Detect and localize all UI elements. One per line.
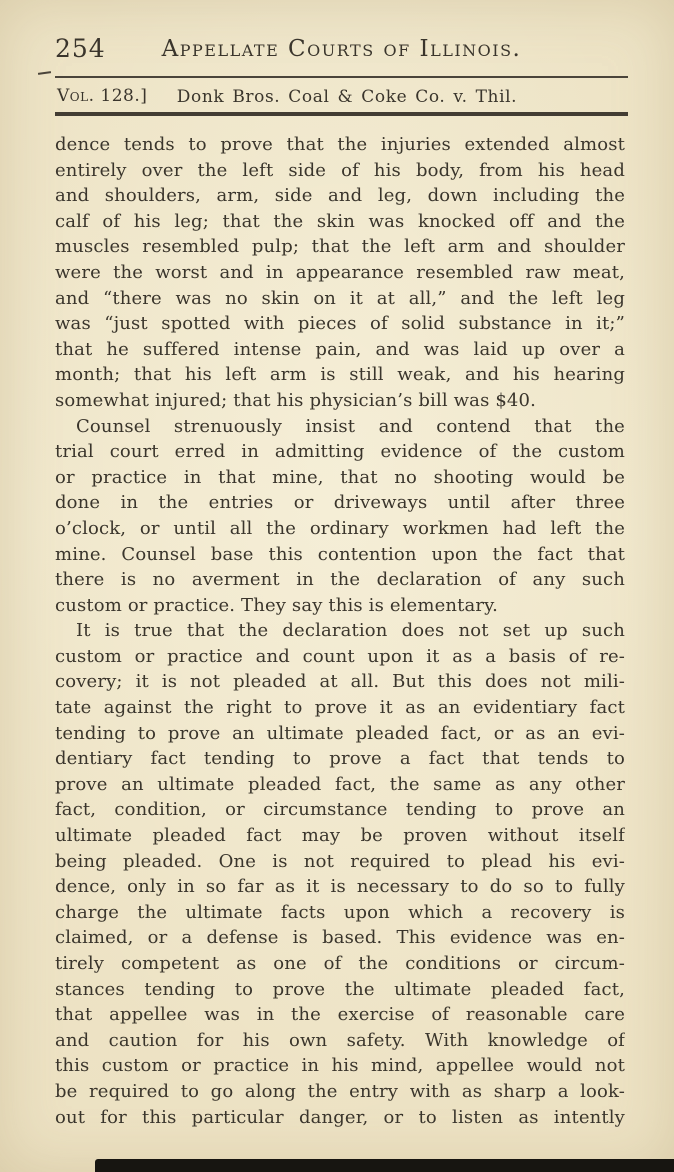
page-number: 254	[55, 34, 106, 63]
text-line: and caution for his own safety. With knowledge of	[55, 1029, 625, 1051]
text-line: covery; it is not pleaded at all. But this does not mili-	[55, 671, 625, 693]
text-line: mine. Counsel base this contention upon the fact that	[55, 543, 625, 565]
running-title: Appellate Courts of Illinois.	[161, 36, 522, 62]
text-line: there is no averment in the declaration of any such	[55, 569, 625, 591]
subheader-rule	[55, 112, 628, 116]
volume-label: Vol. 128.]	[57, 86, 148, 106]
case-name: Donk Bros. Coal & Coke Co. v. Thil.	[176, 87, 518, 107]
text-line: being pleaded. One is not required to plead his evi-	[55, 850, 625, 872]
text-line: charge the ultimate facts upon which a recovery is	[55, 901, 625, 923]
text-line: was “just spotted with pieces of solid substance in it;”	[55, 313, 625, 335]
header-rule	[55, 76, 628, 78]
text-line: ultimate pleaded fact may be proven without itself	[55, 825, 625, 847]
text-line: done in the entries or driveways until after three	[55, 492, 625, 514]
text-line: that he suffered intense pain, and was laid up over a	[55, 338, 625, 360]
text-line: prove an ultimate pleaded fact, the same as any other	[55, 773, 625, 795]
text-line: claimed, or a defense is based. This evidence was en-	[55, 927, 625, 949]
text-line: fact, condition, or circumstance tending to prove an	[55, 799, 625, 821]
text-line: be required to go along the entry with as sharp a look-	[55, 1080, 625, 1102]
text-line: this custom or practice in his mind, appellee would not	[55, 1055, 625, 1077]
text-line: It is true that the declaration does not set up such	[76, 620, 625, 642]
text-line: were the worst and in appearance resembled raw meat,	[55, 261, 625, 283]
text-line: dentiary fact tending to prove a fact that tends to	[55, 748, 625, 770]
text-line: entirely over the left side of his body, from his head	[55, 159, 625, 181]
text-line: calf of his leg; that the skin was knocked off and the	[55, 210, 625, 232]
text-line: Counsel strenuously insist and contend that the	[76, 415, 625, 437]
text-line: stances tending to prove the ultimate pleaded fact,	[55, 978, 625, 1000]
text-line: trial court erred in admitting evidence of the custom	[55, 441, 625, 463]
text-line: that appellee was in the exercise of reasonable care	[55, 1004, 625, 1026]
text-line: or practice in that mine, that no shooting would be	[55, 466, 625, 488]
text-line: custom or practice. They say this is elementary.	[55, 594, 498, 616]
text-line: tate against the right to prove it as an evidentiary fact	[55, 697, 625, 719]
text-line: and “there was no skin on it at all,” and the left leg	[55, 287, 625, 309]
text-line: dence tends to prove that the injuries extended almost	[55, 134, 625, 155]
body-text	[55, 132, 625, 1130]
text-line: muscles resembled pulp; that the left arm and shoulder	[55, 236, 625, 258]
text-line: tending to prove an ultimate pleaded fact, or as an evi-	[55, 722, 625, 744]
header-rule-dash	[38, 71, 51, 75]
scan-edge-artifact	[95, 1159, 674, 1172]
text-line: out for this particular danger, or to listen as intently	[55, 1106, 625, 1128]
text-line: custom or practice and count upon it as a basis of re-	[55, 645, 625, 667]
text-line: month; that his left arm is still weak, and his hearing	[55, 364, 625, 386]
text-line: and shoulders, arm, side and leg, down including the	[55, 185, 625, 207]
text-line: dence, only in so far as it is necessary to do so to fully	[55, 876, 625, 898]
text-line: tirely competent as one of the conditions or circum-	[55, 953, 625, 974]
text-line: somewhat injured; that his physician’s bill was $40.	[55, 389, 537, 411]
text-line: o’clock, or until all the ordinary workmen had left the	[55, 517, 625, 539]
